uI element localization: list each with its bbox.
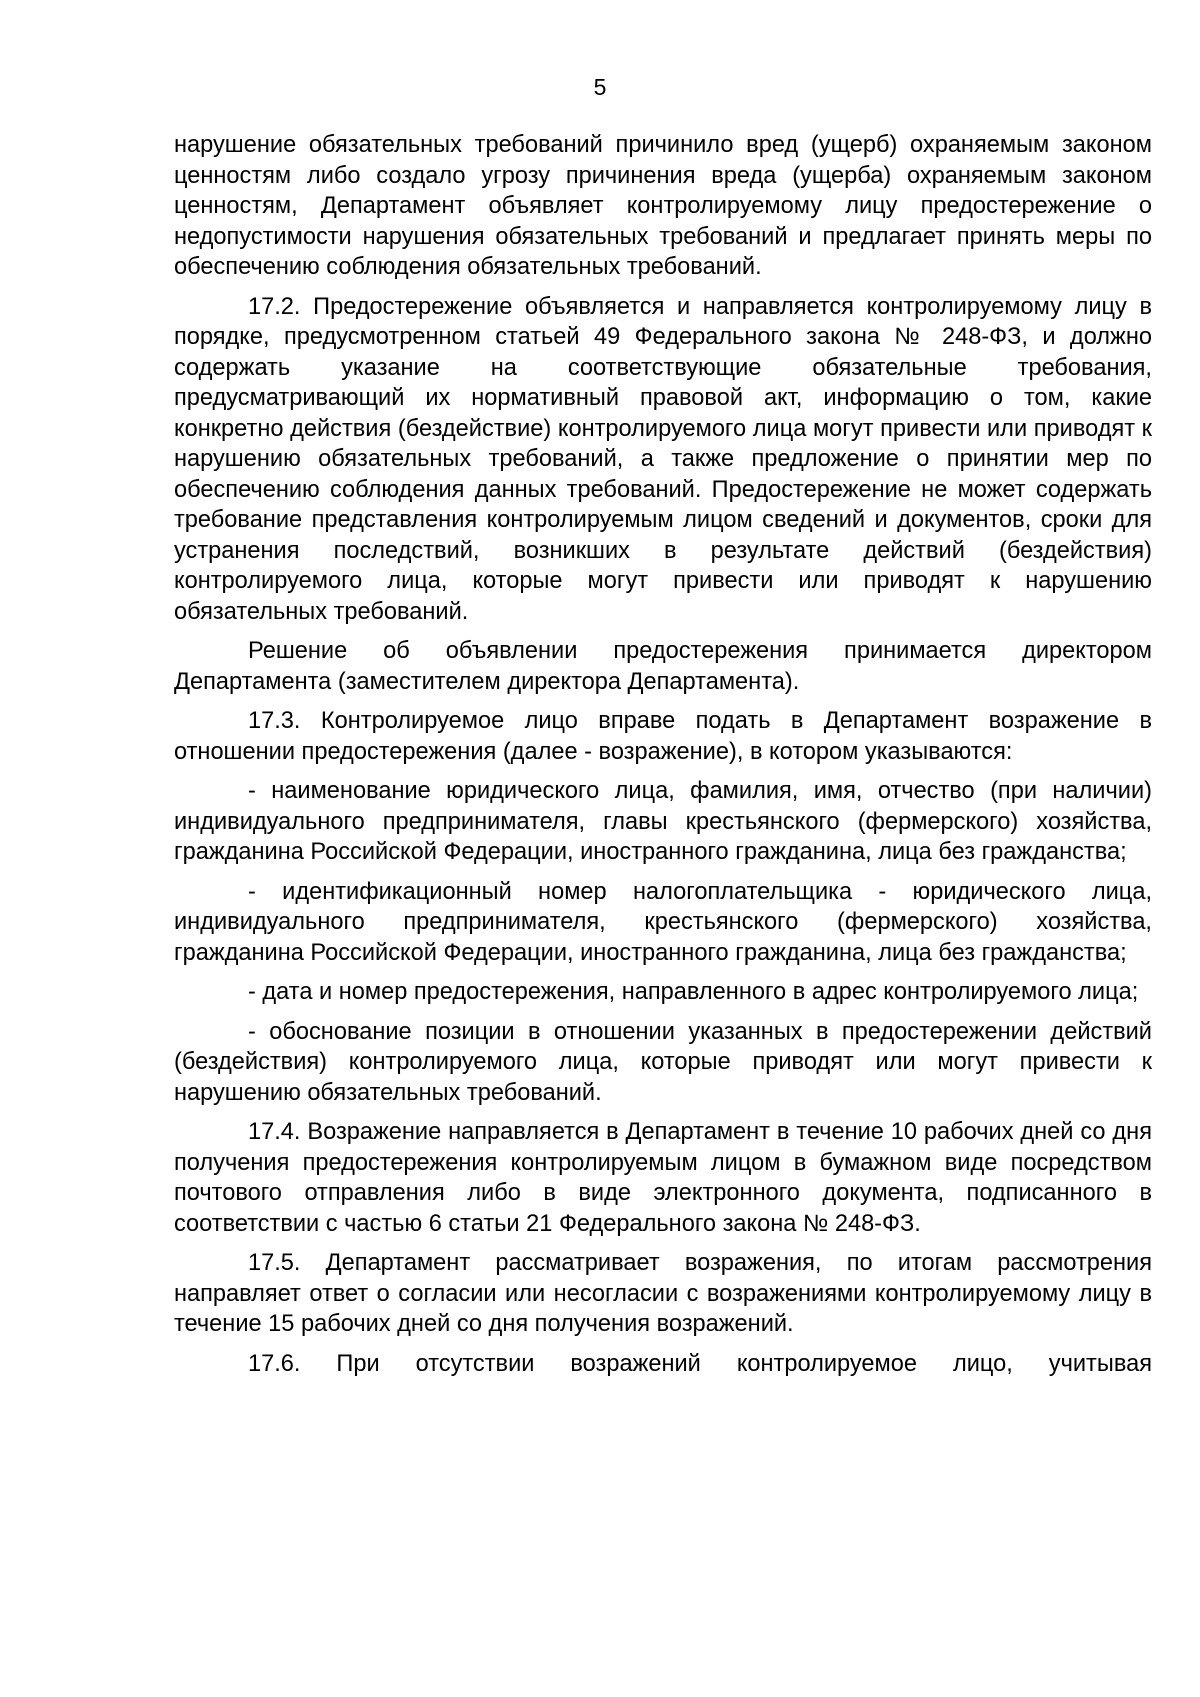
paragraph-17-4: 17.4. Возражение направляется в Департамент в течение 10 рабочих дней со дня получения предостережения контролируемым лицом в бумажном виде посредством почтового отправления либо в виде электронного документа, подписанного в соответствии с частью 6 статьи 21 Федерального закона № 248-ФЗ. [174, 1119, 1152, 1237]
paragraph-17-2: 17.2. Предостережение объявляется и направляется контролируемому лицу в порядке, предусмотренном статьей 49 Федерального закона № 248-ФЗ, и должно содержать указание на соответствующие обязательные требования, предусматривающий их нормативный правовой акт, информацию о том, какие конкретно действия (бездействие) контролируемого лица могут привести или приводят к нарушению обязательных требований, а также предложение о принятии мер по обеспечению соблюдения данных требований. Предостережение не может содержать требование представления контролируемым лицом сведений и документов, сроки для устранения последствий, возникших в результате действий (бездействия) контролируемого лица, которые могут привести или приводят к нарушению обязательных требований. [174, 293, 1152, 625]
paragraph-decision: Решение об объявлении предостережения принимается директором Департамента (заместителем директора Департамента). [174, 638, 1152, 695]
list-item-inn: - идентификационный номер налогоплательщика - юридического лица, индивидуального предпринимателя, крестьянского (фермерского) хозяйства, гражданина Российской Федерации, иностранного гражданина, лица без гражданства; [174, 878, 1152, 966]
page-number: 5 [593, 74, 607, 100]
paragraph-continuation: нарушение обязательных требований причинило вред (ущерб) охраняемым законом ценностям либо создало угрозу причинения вреда (ущерба) охраняемым законом ценностям, Департамент объявляет контролируемому лицу предостережение о недопустимости нарушения обязательных требований и предлагает принять меры по обеспечению соблюдения обязательных требований. [174, 132, 1152, 280]
paragraph-17-3: 17.3. Контролируемое лицо вправе подать в Департамент возражение в отношении предостережения (далее - возражение), в котором указываются: [174, 708, 1152, 765]
list-item-justification: - обоснование позиции в отношении указанных в предостережении действий (бездействия) контролируемого лица, которые приводят или могут привести к нарушению обязательных требований. [174, 1018, 1152, 1106]
document-body [174, 130, 1152, 1379]
paragraph-17-5: 17.5. Департамент рассматривает возражения, по итогам рассмотрения направляет ответ о согласии или несогласии с возражениями контролируемому лицу в течение 15 рабочих дней со дня получения возражений. [174, 1250, 1152, 1337]
list-item-name: - наименование юридического лица, фамилия, имя, отчество (при наличии) индивидуального предпринимателя, главы крестьянского (фермерского) хозяйства, гражданина Российской Федерации, иностранного гражданина, лица без гражданства; [174, 778, 1152, 865]
paragraph-17-6: 17.6. При отсутствии возражений контролируемое лицо, учитывая [248, 1350, 1152, 1377]
list-item-date-number: - дата и номер предостережения, направленного в адрес контролируемого лица; [248, 979, 1139, 1005]
